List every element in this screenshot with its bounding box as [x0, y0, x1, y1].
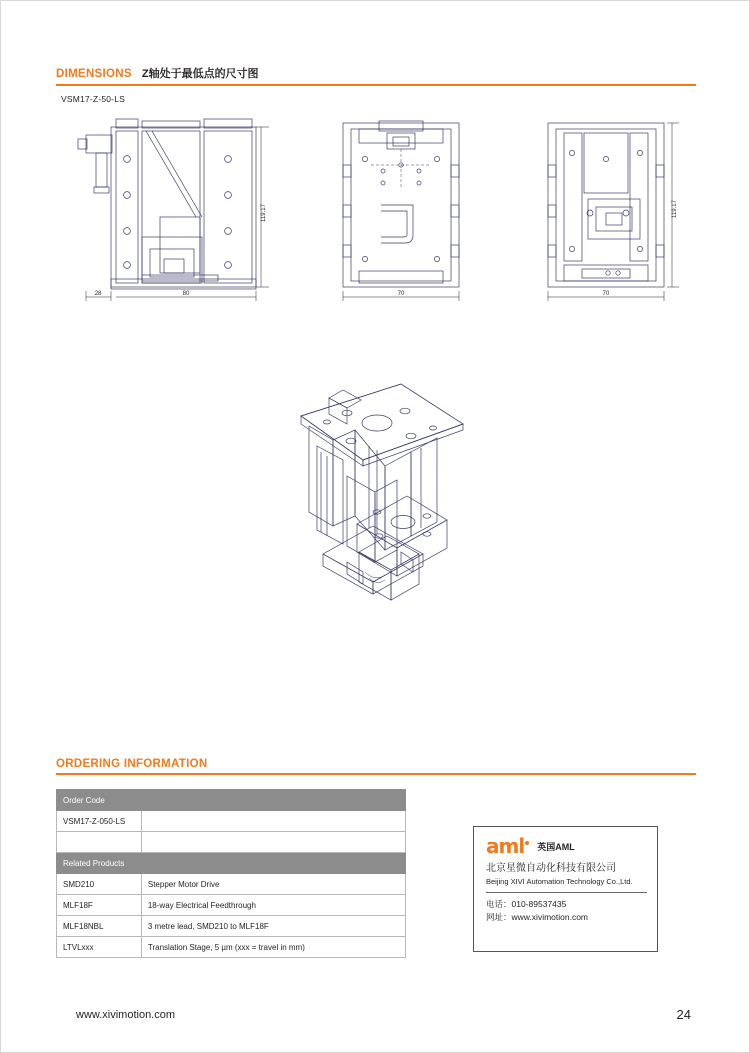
drawings-area — [56, 109, 701, 329]
dimensions-subtitle: Z轴处于最低点的尺寸图 — [141, 68, 259, 80]
table-row — [57, 853, 406, 874]
table-row — [57, 874, 406, 895]
drawing-side-view — [321, 109, 481, 309]
related-description: 3 metre lead, SMD210 to MLF18F — [141, 916, 405, 937]
ordering-rule — [56, 773, 696, 775]
company-website[interactable]: 网址：www.xivimotion.com — [486, 912, 589, 923]
back-height-dim: 119.17 — [672, 200, 678, 218]
dimensions-rule — [56, 84, 696, 86]
related-description: Stepper Motor Drive — [141, 874, 405, 895]
related-description: Translation Stage, 5 µm (xxx = travel in mm) — [141, 937, 405, 958]
front-height-dim: 119.17 — [261, 204, 267, 222]
table-row — [57, 916, 406, 937]
related-code: MLF18F — [57, 895, 142, 916]
aml-logo-row — [486, 836, 647, 856]
drawing-isometric-view — [251, 356, 511, 656]
blank-cell-1 — [57, 832, 142, 853]
table-row — [57, 895, 406, 916]
footer-url[interactable]: www.xivimotion.com — [76, 1009, 176, 1021]
side-width-dim: 70 — [397, 291, 405, 297]
table-row — [57, 937, 406, 958]
table-row — [57, 790, 406, 811]
model-label: VSM17-Z-50-LS — [61, 94, 126, 104]
dimensions-title-row — [56, 65, 696, 84]
ordering-table — [56, 789, 406, 958]
aml-logo-icon: aml — [486, 836, 529, 856]
company-name-en: Beijing XIVI Automation Technology Co.,Ltd. — [486, 876, 647, 893]
drawing-front-view — [56, 109, 286, 309]
order-code-value: VSM17-Z-050-LS — [57, 811, 142, 832]
related-products-header: Related Products — [57, 853, 142, 874]
front-offset-dim: 28 — [94, 291, 102, 297]
related-description: 18-way Electrical Feedthrough — [141, 895, 405, 916]
company-phone: 电话：010-89537435 — [486, 899, 567, 910]
related-code: SMD210 — [57, 874, 142, 895]
order-code-value-blank — [141, 811, 405, 832]
ordering-title-row — [56, 758, 696, 773]
related-code: LTVLxxx — [57, 937, 142, 958]
related-code: MLF18NBL — [57, 916, 142, 937]
company-name-cn: 北京星微自动化科技有限公司 — [486, 863, 616, 874]
table-row — [57, 832, 406, 853]
footer-page-number: 24 — [676, 1007, 691, 1022]
back-width-dim: 70 — [602, 291, 610, 297]
blank-cell-2 — [141, 832, 405, 853]
dimensions-title: DIMENSIONS — [56, 68, 132, 80]
table-row — [57, 811, 406, 832]
related-products-header-blank — [141, 853, 405, 874]
ordering-title: ORDERING INFORMATION — [56, 758, 208, 770]
company-info-box — [473, 826, 658, 952]
order-code-header-blank — [141, 790, 405, 811]
front-width-dim: 80 — [182, 291, 190, 297]
drawing-back-view — [526, 109, 701, 309]
dimensions-section-header — [56, 65, 696, 86]
aml-uk-label: 英国AML — [537, 841, 575, 852]
order-code-header: Order Code — [57, 790, 142, 811]
ordering-section-header — [56, 758, 696, 775]
